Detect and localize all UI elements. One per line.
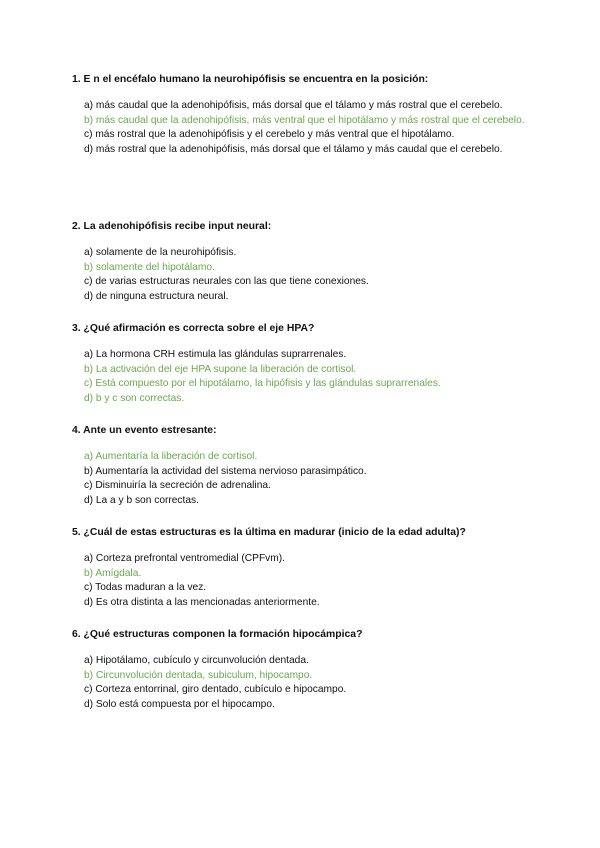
answer-option-correct: d) b y c son correctas.	[84, 392, 185, 404]
options-list	[72, 450, 532, 508]
answer-option: a) Hipotálamo, cubículo y circunvolución dentada.	[84, 655, 309, 666]
question-3	[72, 322, 532, 406]
options-list	[72, 246, 532, 304]
answer-option: d) Es otra distinta a las mencionadas anteriormente.	[84, 596, 320, 608]
answer-option: a) La hormona CRH estimula las glándulas suprarrenales.	[84, 349, 347, 360]
answer-option: d) Solo está compuesta por el hipocampo.	[84, 698, 275, 710]
options-list	[72, 99, 532, 157]
answer-option: d) más rostral que la adenohipófisis, más dorsal que el tálamo y más caudal que el cerebelo.	[84, 143, 503, 155]
answer-option: a) más caudal que la adenohipófisis, más dorsal que el tálamo y más rostral que el cerebelo.	[84, 100, 503, 111]
question-6	[72, 628, 532, 712]
answer-option: c) más rostral que la adenohipófisis y el cerebelo y más ventral que el hipotálamo.	[84, 129, 455, 141]
answer-option-correct: b) Circunvolución dentada, subiculum, hipocampo.	[84, 669, 313, 681]
question-1	[72, 73, 532, 157]
answer-option-correct: b) más caudal que la adenohipófisis, más ventral que el hipotálamo y más rostral que el cerebelo.	[84, 114, 525, 126]
answer-option-correct: a) Aumentaría la liberación de cortisol.	[84, 451, 258, 462]
question-title: 4. Ante un evento estresante:	[72, 425, 217, 436]
answer-option: d) de ninguna estructura neural.	[84, 290, 229, 302]
answer-option: b) Aumentaría la actividad del sistema nervioso parasimpático.	[84, 465, 367, 477]
answer-option: c) de varias estructuras neurales con las que tiene conexiones.	[84, 276, 369, 288]
answer-option: c) Todas maduran a la vez.	[84, 582, 207, 594]
answer-option-correct: b) solamente del hipotálamo.	[84, 261, 215, 273]
question-title: 2. La adenohipófisis recibe input neural:	[72, 221, 272, 232]
question-5	[72, 526, 532, 610]
question-title: 5. ¿Cuál de estas estructuras es la última en madurar (inicio de la edad adulta)?	[72, 527, 466, 538]
answer-option: a) Corteza prefrontal ventromedial (CPFvm).	[84, 553, 285, 564]
answer-option-correct: c) Está compuesto por el hipotálamo, la hipófisis y las glándulas suprarrenales.	[84, 378, 441, 390]
question-title: 1. E n el encéfalo humano la neurohipófisis se encuentra en la posición:	[72, 74, 429, 85]
question-4	[72, 424, 532, 508]
options-list	[72, 348, 532, 406]
options-list	[72, 552, 532, 610]
answer-option-correct: b) La activación del eje HPA supone la liberación de cortisol.	[84, 363, 357, 375]
question-2	[72, 220, 532, 304]
options-list	[72, 654, 532, 712]
question-title: 6. ¿Qué estructuras componen la formación hipocámpica?	[72, 629, 363, 640]
answer-option: d) La a y b son correctas.	[84, 494, 199, 506]
answer-option: c) Disminuiría la secreción de adrenalina.	[84, 480, 271, 492]
answer-option-correct: b) Amígdala.	[84, 567, 142, 579]
answer-option: a) solamente de la neurohipófisis.	[84, 247, 237, 258]
answer-option: c) Corteza entorrinal, giro dentado, cubículo e hipocampo.	[84, 684, 347, 696]
question-title: 3. ¿Qué afirmación es correcta sobre el eje HPA?	[72, 323, 315, 334]
